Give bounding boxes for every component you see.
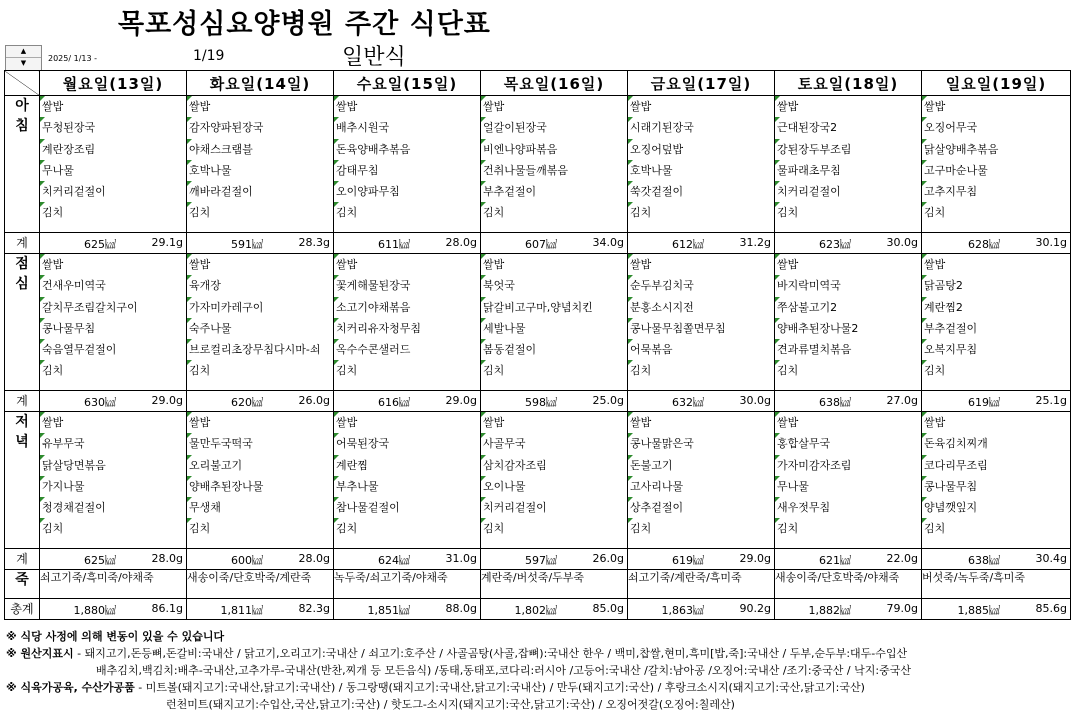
menu-item: 고사리나물 [630, 476, 774, 497]
menu-item: 양배추된장나물 [189, 476, 333, 497]
menu-item: 쌀밥 [42, 96, 186, 117]
processed-heading: ※ 식육가공육, 수산가공품 [6, 681, 135, 694]
calorie-cell [775, 391, 922, 412]
processed-text-cont: 런천미트(돼지고기:수입산,국산,닭고기:국산) / 핫도그-소시지(돼지고기:국산,닭고기:국산) / 오징어젓갈(오징어:칠레산) [166, 698, 735, 711]
menu-item: 계란장조림 [42, 139, 186, 160]
menu-item: 코다리무조림 [924, 455, 1070, 476]
breakfast-cell [40, 96, 187, 233]
menu-item: 김치 [42, 518, 186, 539]
menu-item: 바지락미역국 [777, 275, 921, 296]
menu-item: 쭈삼불고기2 [777, 297, 921, 318]
menu-item: 새우젓무침 [777, 497, 921, 518]
breakfast-cell [628, 96, 775, 233]
origin-line [6, 645, 1066, 662]
breakfast-cell [187, 96, 334, 233]
menu-item: 건새우미역국 [42, 275, 186, 296]
menu-item: 고추지무침 [924, 181, 1070, 202]
menu-item: 브로컬리초장무침다시마-쇠 [189, 339, 333, 360]
calorie-cell [187, 391, 334, 412]
kcal-value: 597㎉ [525, 554, 557, 567]
menu-item: 깨바라겉절이 [189, 181, 333, 202]
menu-item: 김치 [924, 360, 1070, 381]
menu-item: 얼갈이된장국 [483, 117, 627, 138]
menu-item: 갈치무조림갈치구이 [42, 297, 186, 318]
lunch-cell [628, 254, 775, 391]
day-header: 화요일(14일) [187, 71, 334, 96]
dinner-cell [628, 412, 775, 549]
menu-item: 가지나물 [42, 476, 186, 497]
breakfast-cell [481, 96, 628, 233]
menu-item: 쌀밥 [777, 96, 921, 117]
protein-value: 30.0g [739, 394, 771, 407]
menu-item: 오이양파무침 [336, 181, 480, 202]
breakfast-cell [334, 96, 481, 233]
menu-item: 닭살당면볶음 [42, 455, 186, 476]
menu-item: 쌀밥 [42, 254, 186, 275]
menu-item: 김치 [483, 202, 627, 223]
grand-total-row [5, 599, 1071, 620]
dinner-row [5, 412, 1071, 549]
protein-value: 30.0g [886, 236, 918, 249]
menu-item: 치커리겉절이 [483, 497, 627, 518]
menu-item: 쌀밥 [924, 96, 1070, 117]
menu-item: 쑥갓겉절이 [630, 181, 774, 202]
menu-item: 숙주나물 [189, 318, 333, 339]
menu-item: 쌀밥 [777, 254, 921, 275]
calorie-cell [628, 233, 775, 254]
dinner-cell [187, 412, 334, 549]
protein-value: 28.0g [445, 236, 477, 249]
calorie-cell [40, 599, 187, 620]
dinner-cell [481, 412, 628, 549]
porridge-cell: 녹두죽/쇠고기죽/야채죽 [334, 570, 481, 599]
dinner-label: 저 녁 [5, 412, 40, 549]
calorie-cell [334, 599, 481, 620]
calorie-cell [334, 391, 481, 412]
menu-item: 오징어덮밥 [630, 139, 774, 160]
menu-item: 쌀밥 [483, 254, 627, 275]
day-header: 일요일(19일) [922, 71, 1071, 96]
menu-item: 분홍소시지전 [630, 297, 774, 318]
protein-value: 25.0g [592, 394, 624, 407]
menu-item: 꽃게해물된장국 [336, 275, 480, 296]
menu-item: 치커리겉절이 [777, 181, 921, 202]
kcal-value: 625㎉ [84, 238, 116, 251]
menu-item: 쌀밥 [483, 412, 627, 433]
lunch-cell [922, 254, 1071, 391]
calorie-cell [775, 233, 922, 254]
menu-item: 콩나물무침 [42, 318, 186, 339]
protein-value: 27.0g [886, 394, 918, 407]
kcal-value: 638㎉ [819, 396, 851, 409]
calorie-cell [922, 233, 1071, 254]
menu-item: 야채스크램블 [189, 139, 333, 160]
calorie-cell [481, 233, 628, 254]
breakfast-subtotal-row [5, 233, 1071, 254]
spinner-down-icon[interactable]: ▼ [20, 59, 27, 67]
menu-item: 돈육김치찌개 [924, 433, 1070, 454]
menu-item: 김치 [777, 202, 921, 223]
origin-text: - 돼지고기,돈등뼈,돈갈비:국내산 / 닭고기,오리고기:국내산 / 쇠고기:호주산 / 사골곰탕(사골,잡뼈):국내산 한우 / 백미,찹쌀,현미,흑미[밥,죽]:국내산 / 두부,순두부:대두-수입산 [73, 647, 908, 660]
protein-value: 85.0g [592, 602, 624, 615]
day-header: 목요일(16일) [481, 71, 628, 96]
protein-value: 28.0g [151, 552, 183, 565]
menu-item: 오징어무국 [924, 117, 1070, 138]
menu-item: 숙음열무겉절이 [42, 339, 186, 360]
kcal-value: 612㎉ [672, 238, 704, 251]
calorie-cell [481, 599, 628, 620]
day-header-row [5, 71, 1071, 96]
kcal-value: 1,802㎉ [514, 604, 557, 617]
calorie-cell [481, 549, 628, 570]
kcal-value: 1,851㎉ [367, 604, 410, 617]
menu-item: 고구마순나물 [924, 160, 1070, 181]
dinner-subtotal-row [5, 549, 1071, 570]
day-header: 금요일(17일) [628, 71, 775, 96]
menu-item: 김치 [630, 360, 774, 381]
menu-item: 닭살양배추볶음 [924, 139, 1070, 160]
kcal-value: 628㎉ [968, 238, 1000, 251]
menu-item: 상추겉절이 [630, 497, 774, 518]
kcal-value: 600㎉ [231, 554, 263, 567]
kcal-value: 632㎉ [672, 396, 704, 409]
protein-value: 30.4g [1035, 552, 1067, 565]
protein-value: 29.1g [151, 236, 183, 249]
menu-item: 쌀밥 [336, 254, 480, 275]
menu-item: 물만두국떡국 [189, 433, 333, 454]
lunch-cell [334, 254, 481, 391]
menu-item: 쌀밥 [336, 412, 480, 433]
protein-value: 34.0g [592, 236, 624, 249]
kcal-value: 598㎉ [525, 396, 557, 409]
origin-text-cont: 배추김치,백김치:배추-국내산,고추가루-국내산(반찬,찌개 등 모든음식) /동태,동태포,코다리:러시아 /고등어:국내산 /갈치:남아공 /오징어:국내산 /조기:중국산 / 낙지:중국산 [96, 664, 911, 677]
kcal-value: 638㎉ [968, 554, 1000, 567]
menu-item: 김치 [924, 202, 1070, 223]
menu-item: 김치 [630, 518, 774, 539]
kcal-value: 621㎉ [819, 554, 851, 567]
menu-item: 근대된장국2 [777, 117, 921, 138]
protein-value: 28.0g [298, 552, 330, 565]
menu-item: 참나물겉절이 [336, 497, 480, 518]
kcal-value: 1,885㎉ [957, 604, 1000, 617]
menu-item: 쌀밥 [189, 254, 333, 275]
menu-item: 쌀밥 [630, 254, 774, 275]
dinner-cell [334, 412, 481, 549]
protein-value: 88.0g [445, 602, 477, 615]
kcal-value: 619㎉ [672, 554, 704, 567]
meal-type-title: 일반식 [342, 45, 406, 70]
kcal-value: 623㎉ [819, 238, 851, 251]
day-header: 월요일(13일) [40, 71, 187, 96]
menu-item: 부추겉절이 [483, 181, 627, 202]
menu-item: 쌀밥 [483, 96, 627, 117]
menu-item: 육개장 [189, 275, 333, 296]
dinner-cell [40, 412, 187, 549]
date-end: 1/19 [193, 48, 225, 64]
protein-value: 90.2g [739, 602, 771, 615]
kcal-value: 620㎉ [231, 396, 263, 409]
lunch-subtotal-row [5, 391, 1071, 412]
kcal-value: 1,882㎉ [808, 604, 851, 617]
subtotal-label: 총계 [5, 599, 40, 620]
menu-item: 김치 [777, 360, 921, 381]
kcal-value: 607㎉ [525, 238, 557, 251]
menu-item: 부추나물 [336, 476, 480, 497]
protein-value: 86.1g [151, 602, 183, 615]
menu-item: 무나물 [777, 476, 921, 497]
menu-item: 감자양파된장국 [189, 117, 333, 138]
notice-change: ※ 식당 사정에 의해 변동이 있을 수 있습니다 [6, 630, 225, 643]
menu-item: 쌀밥 [924, 254, 1070, 275]
subtotal-label: 계 [5, 549, 40, 570]
kcal-value: 611㎉ [378, 238, 410, 251]
menu-item: 무나물 [42, 160, 186, 181]
breakfast-row [5, 96, 1071, 233]
menu-item: 김치 [336, 202, 480, 223]
menu-item: 옥수수콘샐러드 [336, 339, 480, 360]
menu-item: 돈육양배추볶음 [336, 139, 480, 160]
day-header: 토요일(18일) [775, 71, 922, 96]
menu-item: 계란찜2 [924, 297, 1070, 318]
corner-cell [5, 71, 40, 96]
protein-value: 26.0g [298, 394, 330, 407]
protein-value: 82.3g [298, 602, 330, 615]
menu-item: 쌀밥 [630, 96, 774, 117]
menu-item: 콩나물무침 [924, 476, 1070, 497]
menu-item: 가자미카레구이 [189, 297, 333, 318]
calorie-cell [187, 549, 334, 570]
dinner-cell [775, 412, 922, 549]
calorie-cell [40, 233, 187, 254]
protein-value: 30.1g [1035, 236, 1067, 249]
menu-item: 김치 [189, 202, 333, 223]
calorie-cell [775, 599, 922, 620]
menu-item: 어묵볶음 [630, 339, 774, 360]
protein-value: 79.0g [886, 602, 918, 615]
protein-value: 31.2g [739, 236, 771, 249]
porridge-cell: 새송이죽/단호박죽/야채죽 [775, 570, 922, 599]
menu-item: 홍합살무국 [777, 433, 921, 454]
menu-item: 어묵된장국 [336, 433, 480, 454]
dinner-cell [922, 412, 1071, 549]
menu-item: 배추시원국 [336, 117, 480, 138]
porridge-label: 죽 [5, 570, 40, 599]
menu-item: 순두부김치국 [630, 275, 774, 296]
calorie-cell [628, 549, 775, 570]
page-title: 목포성심요양병원 주간 식단표 [118, 9, 491, 40]
menu-item: 김치 [483, 360, 627, 381]
spinner-up-icon[interactable]: ▲ [6, 46, 41, 58]
lunch-label: 점 심 [5, 254, 40, 391]
calorie-cell [628, 599, 775, 620]
menu-item: 오이나물 [483, 476, 627, 497]
menu-item: 양배추된장나물2 [777, 318, 921, 339]
calorie-cell [187, 233, 334, 254]
calorie-cell [187, 599, 334, 620]
protein-value: 29.0g [445, 394, 477, 407]
breakfast-cell [775, 96, 922, 233]
porridge-cell: 쇠고기죽/계란죽/흑미죽 [628, 570, 775, 599]
protein-value: 28.3g [298, 236, 330, 249]
breakfast-cell [922, 96, 1071, 233]
menu-item: 무청된장국 [42, 117, 186, 138]
menu-item: 김치 [189, 360, 333, 381]
kcal-value: 616㎉ [378, 396, 410, 409]
menu-item: 무생채 [189, 497, 333, 518]
kcal-value: 624㎉ [378, 554, 410, 567]
menu-item: 김치 [189, 518, 333, 539]
weekly-menu-table [4, 70, 1071, 620]
menu-item: 유부무국 [42, 433, 186, 454]
menu-item: 사골무국 [483, 433, 627, 454]
menu-item: 쌀밥 [924, 412, 1070, 433]
lunch-cell [481, 254, 628, 391]
porridge-cell: 새송이죽/단호박죽/계란죽 [187, 570, 334, 599]
protein-value: 31.0g [445, 552, 477, 565]
menu-item: 김치 [336, 518, 480, 539]
menu-item: 오복지무침 [924, 339, 1070, 360]
processed-text: - 미트볼(돼지고기:국내산,닭고기:국내산) / 동그랑땡(돼지고기:국내산,닭고기:국내산) / 만두(돼지고기:국산) / 후랑크소시지(돼지고기:국산,닭고기:국산) [134, 681, 865, 694]
menu-item: 건취나물들깨볶음 [483, 160, 627, 181]
porridge-cell: 계란죽/버섯죽/두부죽 [481, 570, 628, 599]
menu-item: 시래기된장국 [630, 117, 774, 138]
day-header: 수요일(15일) [334, 71, 481, 96]
protein-value: 85.6g [1035, 602, 1067, 615]
menu-item: 세발나물 [483, 318, 627, 339]
porridge-row [5, 570, 1071, 599]
date-start: 2025/ 1/13 - [48, 54, 97, 63]
menu-item: 물파래초무침 [777, 160, 921, 181]
menu-item: 김치 [924, 518, 1070, 539]
menu-item: 콩나물무침쫄면무침 [630, 318, 774, 339]
protein-value: 22.0g [886, 552, 918, 565]
kcal-value: 619㎉ [968, 396, 1000, 409]
menu-item: 삼치감자조림 [483, 455, 627, 476]
menu-item: 감태무침 [336, 160, 480, 181]
kcal-value: 630㎉ [84, 396, 116, 409]
menu-item: 호박나물 [189, 160, 333, 181]
calorie-cell [628, 391, 775, 412]
menu-item: 치커리유자청무침 [336, 318, 480, 339]
menu-item: 돈불고기 [630, 455, 774, 476]
kcal-value: 625㎉ [84, 554, 116, 567]
menu-item: 소고기야채볶음 [336, 297, 480, 318]
kcal-value: 1,811㎉ [220, 604, 263, 617]
menu-item: 콩나물맑은국 [630, 433, 774, 454]
calorie-cell [334, 549, 481, 570]
menu-item: 청경채겉절이 [42, 497, 186, 518]
kcal-value: 1,863㎉ [661, 604, 704, 617]
menu-item: 김치 [630, 202, 774, 223]
menu-item: 쌀밥 [189, 96, 333, 117]
menu-item: 쌀밥 [336, 96, 480, 117]
menu-item: 견과류멸치볶음 [777, 339, 921, 360]
porridge-cell: 쇠고기죽/흑미죽/야채죽 [40, 570, 187, 599]
menu-item: 호박나물 [630, 160, 774, 181]
calorie-cell [922, 391, 1071, 412]
menu-item: 양념깻잎지 [924, 497, 1070, 518]
menu-item: 치커리겉절이 [42, 181, 186, 202]
menu-item: 김치 [336, 360, 480, 381]
menu-item: 김치 [777, 518, 921, 539]
kcal-value: 1,880㎉ [73, 604, 116, 617]
protein-value: 25.1g [1035, 394, 1067, 407]
menu-item: 김치 [483, 518, 627, 539]
calorie-cell [775, 549, 922, 570]
lunch-cell [187, 254, 334, 391]
breakfast-label: 아 침 [5, 96, 40, 233]
processed-line [6, 679, 1066, 696]
calorie-cell [40, 391, 187, 412]
menu-item: 닭곰탕2 [924, 275, 1070, 296]
menu-item: 부추겉절이 [924, 318, 1070, 339]
protein-value: 26.0g [592, 552, 624, 565]
menu-item: 쌀밥 [189, 412, 333, 433]
porridge-cell: 버섯죽/녹두죽/흑미죽 [922, 570, 1071, 599]
kcal-value: 591㎉ [231, 238, 263, 251]
menu-item: 계란찜 [336, 455, 480, 476]
lunch-row [5, 254, 1071, 391]
protein-value: 29.0g [739, 552, 771, 565]
menu-item: 김치 [42, 202, 186, 223]
lunch-cell [40, 254, 187, 391]
notes-section [6, 628, 1066, 713]
calorie-cell [334, 233, 481, 254]
protein-value: 29.0g [151, 394, 183, 407]
menu-item: 쌀밥 [630, 412, 774, 433]
calorie-cell [40, 549, 187, 570]
menu-item: 비엔나양파볶음 [483, 139, 627, 160]
menu-item: 봄동겉절이 [483, 339, 627, 360]
menu-item: 강된장두부조림 [777, 139, 921, 160]
menu-item: 북엇국 [483, 275, 627, 296]
menu-item: 쌀밥 [777, 412, 921, 433]
calorie-cell [922, 549, 1071, 570]
menu-item: 오리불고기 [189, 455, 333, 476]
menu-item: 쌀밥 [42, 412, 186, 433]
subtotal-label: 계 [5, 391, 40, 412]
date-spinner[interactable] [5, 45, 42, 71]
menu-item: 가자미감자조림 [777, 455, 921, 476]
menu-item: 김치 [42, 360, 186, 381]
origin-heading: ※ 원산지표시 [6, 647, 74, 660]
lunch-cell [775, 254, 922, 391]
menu-item: 닭갈비고구마,양념치킨 [483, 297, 627, 318]
calorie-cell [481, 391, 628, 412]
subtotal-label: 계 [5, 233, 40, 254]
calorie-cell [922, 599, 1071, 620]
